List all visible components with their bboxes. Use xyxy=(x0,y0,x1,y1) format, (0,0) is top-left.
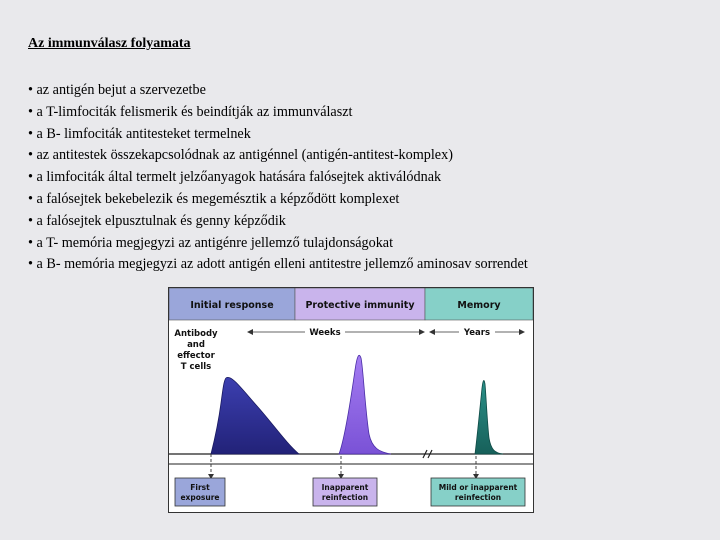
y-axis-label: and xyxy=(187,340,205,350)
bullet-item: • a falósejtek elpusztulnak és genny képződik xyxy=(28,212,286,229)
bullet-item: • a falósejtek bekebelezik és megemésztik a képződött komplexet xyxy=(28,190,400,207)
bullet-item: • az antitestek összekapcsolódnak az antigénnel (antigén-antitest-komplex) xyxy=(28,147,453,164)
y-axis-label: Antibody xyxy=(174,329,218,339)
event-label: reinfection xyxy=(454,493,502,502)
header-label: Memory xyxy=(457,300,501,311)
bullet-item: • az antigén bejut a szervezetbe xyxy=(28,82,206,98)
peak-memory xyxy=(475,381,503,454)
slide-title: Az immunválasz folyamata xyxy=(28,36,191,51)
years-label: Years xyxy=(463,328,491,338)
y-axis-label: T cells xyxy=(180,362,212,372)
bullet-list xyxy=(28,80,528,276)
weeks-arrow xyxy=(247,328,425,338)
event-label: reinfection xyxy=(321,493,369,502)
header-label: Protective immunity xyxy=(305,300,415,311)
peak-initial-response xyxy=(211,377,299,454)
bullet-item: • a T- memória megjegyzi az antigénre jellemző tulajdonságokat xyxy=(28,234,394,251)
years-arrow xyxy=(429,328,525,338)
weeks-label: Weeks xyxy=(309,328,341,338)
peak-protective-immunity xyxy=(339,355,391,454)
immune-response-figure xyxy=(168,287,534,513)
event-label: Mild or inapparent xyxy=(438,483,518,492)
event-label: First xyxy=(190,483,210,492)
event-label: Inapparent xyxy=(321,483,369,492)
bullet-item: • a B- memória megjegyzi az adott antigén elleni antitestre jellemző aminosav sorrendet xyxy=(28,256,528,273)
header-label: Initial response xyxy=(190,300,274,311)
event-label: exposure xyxy=(180,493,220,502)
y-axis-label: effector xyxy=(177,351,215,361)
bullet-item: • a T-limfociták felismerik és beindítják az immunválaszt xyxy=(28,103,353,120)
bullet-item: • a limfociták által termelt jelzőanyagok hatására falósejtek aktiválódnak xyxy=(28,169,442,186)
bullet-item: • a B- limfociták antitesteket termelnek xyxy=(28,125,251,142)
